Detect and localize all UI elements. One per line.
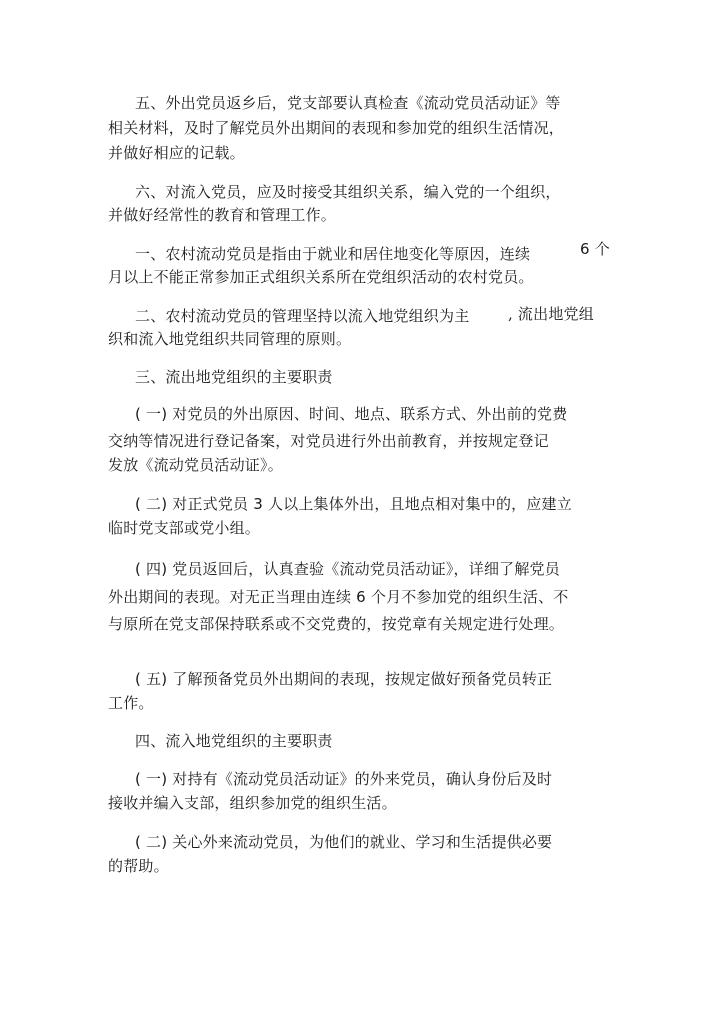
paragraph-line bbox=[135, 493, 572, 515]
section-heading: 三、流出地党组织的主要职责 bbox=[135, 368, 333, 386]
paragraph-text: 对持有《流动党员活动证》的外来党员，确认身份后及时 bbox=[172, 770, 553, 788]
paragraph-line: 六、对流入党员，应及时接受其组织关系，编入党的一个组织， bbox=[135, 183, 561, 201]
paragraph-text: 人以上集体外出，且地点相对集中的，应建立 bbox=[267, 495, 572, 513]
paragraph-line bbox=[135, 668, 552, 690]
list-marker: ( 二) bbox=[135, 495, 168, 513]
paragraph-line: 月以上不能正常参加正式组织关系所在党组织活动的农村党员。 bbox=[108, 268, 534, 286]
paragraph-line: 并做好相应的记载。 bbox=[108, 144, 245, 162]
paragraph-line-tail: 6 个 bbox=[580, 240, 610, 258]
paragraph-line: 织和流入地党组织共同管理的原则。 bbox=[108, 330, 352, 348]
paragraph-line: 一、农村流动党员是指由于就业和居住地变化等原因，连续 bbox=[135, 245, 531, 263]
paragraph-line: 二、农村流动党员的管理坚持以流入地党组织为主 bbox=[135, 307, 470, 325]
section-heading: 四、流入地党组织的主要职责 bbox=[135, 732, 333, 750]
paragraph-line bbox=[135, 768, 552, 790]
list-marker: ( 五) bbox=[135, 670, 168, 688]
paragraph-text: 了解预备党员外出期间的表现，按规定做好预备党员转正 bbox=[172, 670, 553, 688]
paragraph-line: 交纳等情况进行登记备案，对党员进行外出前教育，并按规定登记 bbox=[108, 432, 549, 450]
list-marker: ( 一) bbox=[135, 770, 168, 788]
paragraph-text: 对正式党员 bbox=[172, 495, 249, 513]
paragraph-line bbox=[135, 831, 552, 853]
paragraph-text: 党员返回后，认真查验《流动党员活动证》，详细了解党员 bbox=[172, 560, 560, 578]
inline-number: 6 bbox=[356, 588, 366, 606]
paragraph-line: 临时党支部或党小组。 bbox=[108, 519, 261, 537]
paragraph-line: 并做好经常性的教育和管理工作。 bbox=[108, 206, 337, 224]
paragraph-line bbox=[135, 403, 567, 425]
paragraph-line: 与原所在党支部保持联系或不交党费的，按党章有关规定进行处理。 bbox=[108, 615, 565, 633]
paragraph-line: 工作。 bbox=[108, 694, 154, 712]
paragraph-line bbox=[108, 586, 569, 608]
paragraph-text: 关心外来流动党员，为他们的就业、学习和生活提供必要 bbox=[172, 833, 553, 851]
paragraph-line: 接收并编入支部，组织参加党的组织生活。 bbox=[108, 794, 397, 812]
paragraph-line: 的帮助。 bbox=[108, 857, 169, 875]
list-marker: ( 二) bbox=[135, 833, 168, 851]
paragraph-text: 个月不参加党的组织生活、不 bbox=[370, 588, 569, 606]
list-marker: ( 一) bbox=[135, 405, 168, 423]
paragraph-line: 相关材料，及时了解党员外出期间的表现和参加党的组织生活情况， bbox=[108, 119, 565, 137]
paragraph-line-tail: , 流出地党组 bbox=[508, 305, 594, 323]
paragraph-text: 对党员的外出原因、时间、地点、联系方式、外出前的党费 bbox=[172, 405, 568, 423]
paragraph-line: 发放《流动党员活动证》。 bbox=[108, 456, 283, 474]
paragraph-line: 五、外出党员返乡后，党支部要认真检查《流动党员活动证》等 bbox=[135, 94, 561, 112]
paragraph-line bbox=[135, 558, 560, 580]
paragraph-text: 外出期间的表现。对无正当理由连续 bbox=[108, 588, 352, 606]
inline-number: 3 bbox=[253, 495, 263, 513]
list-marker: ( 四) bbox=[135, 560, 168, 578]
